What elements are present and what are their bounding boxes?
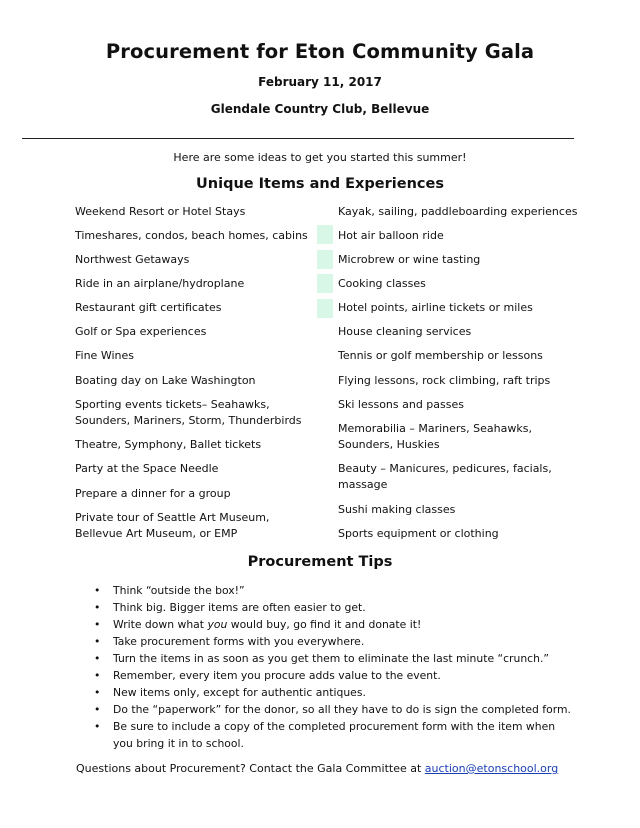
right-item: Memorabilia – Mariners, Seahawks, Sounders, Huskies: [338, 422, 532, 451]
intro-text: Here are some ideas to get you started this summer!: [173, 151, 467, 164]
event-venue: Glendale Country Club, Bellevue: [210, 102, 430, 116]
bullet-icon: •: [94, 584, 101, 597]
left-item: Boating day on Lake Washington: [75, 374, 256, 387]
right-item: Hotel points, airline tickets or miles: [338, 301, 533, 314]
tip-item: • Remember, every item you procure adds value to the event.: [94, 669, 441, 682]
right-item: Ski lessons and passes: [338, 398, 464, 411]
tip-item: • New items only, except for authentic antiques.: [94, 686, 366, 699]
right-item: Flying lessons, rock climbing, raft trips: [338, 374, 551, 387]
highlight-swatch: [317, 250, 333, 269]
tip-item: • Take procurement forms with you everywhere.: [94, 635, 365, 648]
tips-list: [76, 582, 596, 752]
right-item: Beauty – Manicures, pedicures, facials, massage: [338, 462, 552, 491]
right-item: Sushi making classes: [338, 503, 456, 516]
tip-item: • Think “outside the box!”: [94, 584, 245, 597]
right-item: Tennis or golf membership or lessons: [338, 349, 543, 362]
tip-item: • Be sure to include a copy of the completed procurement form with the item when you bring it in to school.: [94, 720, 556, 750]
right-item: Kayak, sailing, paddleboarding experiences: [338, 205, 578, 218]
bullet-icon: •: [94, 601, 101, 614]
right-item: Hot air balloon ride: [338, 229, 444, 242]
right-item: Cooking classes: [338, 277, 426, 290]
left-item: Golf or Spa experiences: [75, 325, 207, 338]
highlight-swatch: [317, 299, 333, 318]
bullet-icon: •: [94, 686, 101, 699]
divider: [22, 138, 574, 139]
bullet-icon: •: [94, 652, 101, 665]
tip-item: • Do the “paperwork” for the donor, so all they have to do is sign the completed form.: [94, 703, 571, 716]
contact-email-link[interactable]: auction@etonschool.org: [424, 762, 559, 775]
tip-item: • Write down what you would buy, go find it and donate it!: [94, 618, 422, 631]
highlight-swatch: [317, 274, 333, 293]
tip-item: • Think big. Bigger items are often easier to get.: [94, 601, 366, 614]
event-date: February 11, 2017: [258, 75, 382, 89]
left-item: Sporting events tickets– Seahawks, Sounders, Mariners, Storm, Thunderbirds: [75, 398, 302, 427]
bullet-icon: •: [94, 618, 101, 631]
left-item: Timeshares, condos, beach homes, cabins: [75, 229, 308, 242]
bullet-icon: •: [94, 669, 101, 682]
bullet-icon: •: [94, 720, 101, 733]
footer-text: Questions about Procurement? Contact the Gala Committee at: [76, 762, 425, 775]
footer-contact: [76, 762, 558, 775]
left-item: Weekend Resort or Hotel Stays: [75, 205, 246, 218]
left-item: Northwest Getaways: [75, 253, 190, 266]
left-item: Party at the Space Needle: [75, 462, 219, 475]
left-item: Private tour of Seattle Art Museum, Bellevue Art Museum, or EMP: [75, 511, 270, 540]
right-item: Microbrew or wine tasting: [338, 253, 481, 266]
highlight-swatch: [317, 225, 333, 244]
procurement-tips-heading: Procurement Tips: [247, 554, 393, 570]
right-item: Sports equipment or clothing: [338, 527, 499, 540]
bullet-icon: •: [94, 703, 101, 716]
left-item: Theatre, Symphony, Ballet tickets: [75, 438, 262, 451]
right-item: House cleaning services: [338, 325, 472, 338]
tip-item: • Turn the items in as soon as you get them to eliminate the last minute “crunch.”: [94, 652, 549, 665]
left-item: Restaurant gift certificates: [75, 301, 222, 314]
left-item: Prepare a dinner for a group: [75, 487, 231, 500]
page-title: Procurement for Eton Community Gala: [105, 40, 535, 63]
bullet-icon: •: [94, 635, 101, 648]
unique-items-heading: Unique Items and Experiences: [196, 176, 444, 192]
left-item: Ride in an airplane/hydroplane: [75, 277, 245, 290]
left-item: Fine Wines: [75, 349, 134, 362]
